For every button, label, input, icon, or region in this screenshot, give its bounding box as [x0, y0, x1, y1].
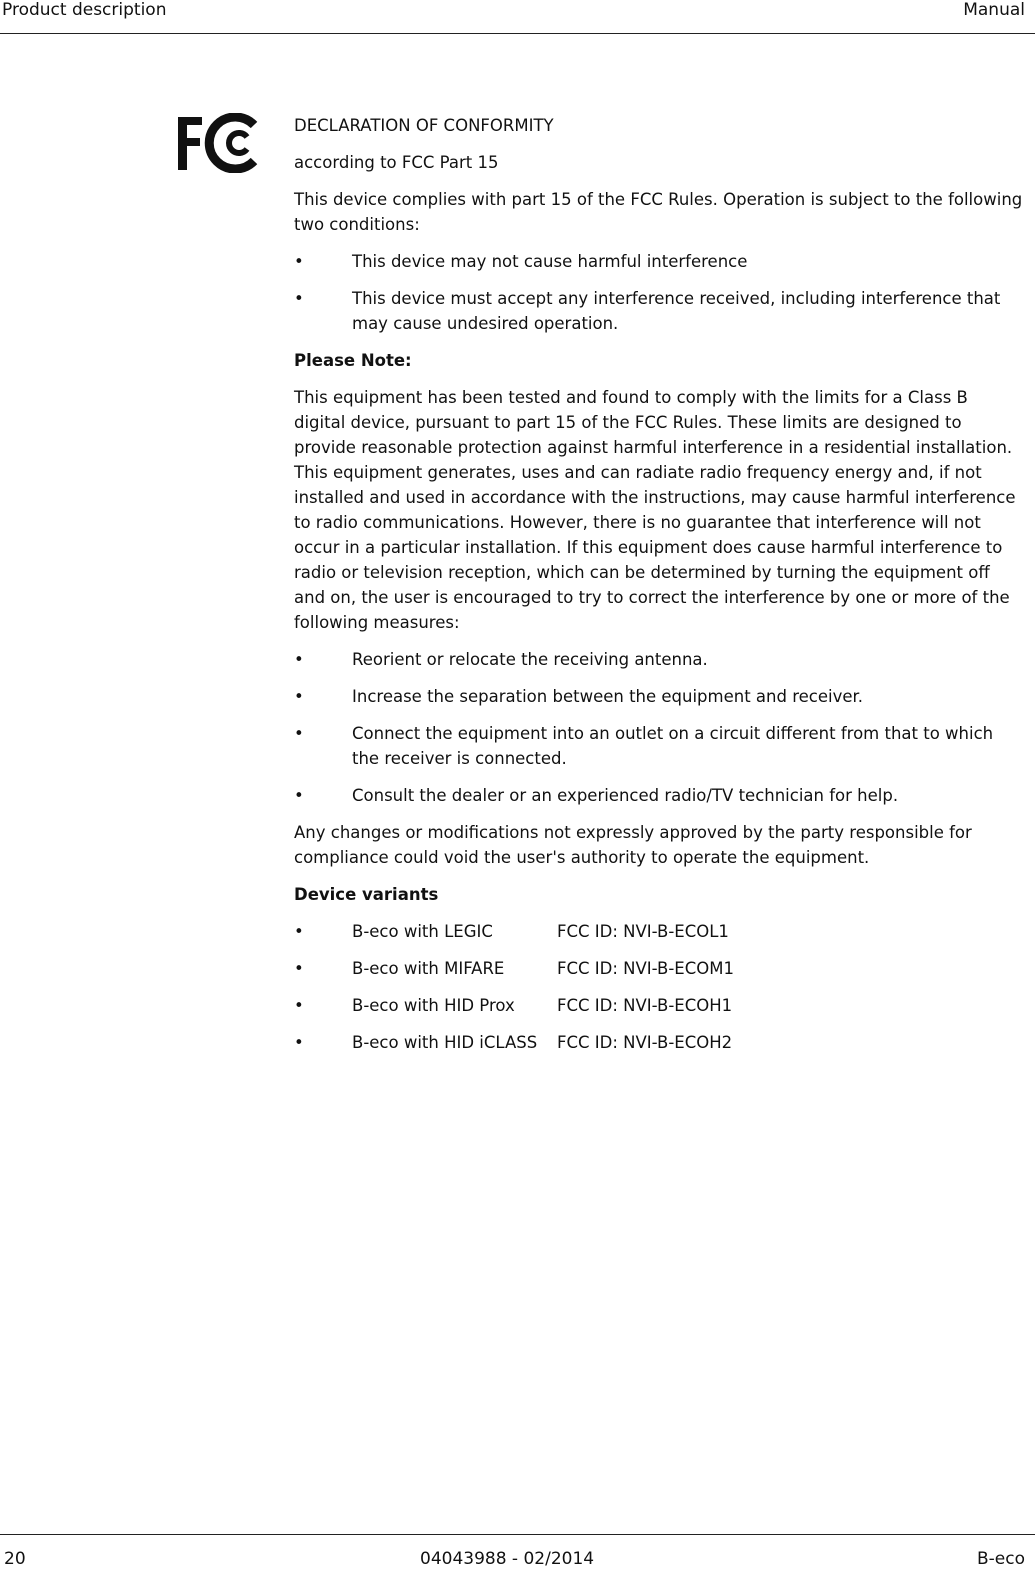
measure-text: Increase the separation between the equipment and receiver.: [352, 687, 864, 706]
fcc-logo-icon: [176, 113, 262, 173]
doc-number: 04043988 - 02/2014: [420, 1549, 595, 1569]
variant-fcc-id: FCC ID: NVI-B-ECOH2: [557, 1033, 733, 1052]
bullet-icon: •: [294, 724, 304, 743]
product-name: B-eco: [976, 1549, 1025, 1569]
page-number: 20: [4, 1549, 26, 1569]
variant-name: B-eco with MIFARE: [352, 959, 505, 978]
bullet-icon: •: [294, 959, 304, 978]
variant-name: B-eco with LEGIC: [352, 922, 493, 941]
variant-item: [294, 919, 1024, 944]
variant-item: [294, 956, 1024, 981]
note-body: This equipment has been tested and found to comply with the limits for a Class B digital device, pursuant to part 15 of the FCC Rules. These limits are designed to provide reasonable protection against harmful interference in a residential installation. This equipment generates, uses and can radiate radio frequency energy and, if not installed and used in accordance with the instructions, may cause harmful interference to radio communications. However, there is no guarantee that interference will not occur in a particular installation. If this equipment does cause harmful interference to radio or television reception, which can be determined by turning the equipment off and on, the user is encouraged to try to correct the interference by one or more of the following measures:: [294, 388, 1016, 632]
condition-text: This device may not cause harmful interference: [352, 252, 748, 271]
declaration-intro: This device complies with part 15 of the FCC Rules. Operation is subject to the following two conditions:: [294, 190, 1023, 234]
condition-text: This device must accept any interference received, including interference that may cause undesired operation.: [352, 289, 1001, 333]
variant-item: [294, 1030, 1024, 1055]
page-footer: [0, 1534, 1035, 1574]
list-item: [294, 249, 1024, 274]
list-item: [294, 783, 1024, 808]
measure-text: Reorient or relocate the receiving antenna.: [352, 650, 708, 669]
list-item: [294, 286, 1024, 336]
declaration-subtitle: according to FCC Part 15: [294, 153, 499, 172]
header-doc-type: Manual: [963, 0, 1025, 20]
bullet-icon: •: [294, 1033, 304, 1052]
variant-fcc-id: FCC ID: NVI-B-ECOH1: [557, 996, 733, 1015]
header-section-title: Product description: [2, 0, 167, 20]
measure-text: Connect the equipment into an outlet on a circuit different from that to which the receiver is connected.: [352, 724, 994, 768]
measure-text: Consult the dealer or an experienced radio/TV technician for help.: [352, 786, 899, 805]
list-item: [294, 647, 1024, 672]
bullet-icon: •: [294, 922, 304, 941]
list-item: [294, 721, 1024, 771]
variant-name: B-eco with HID Prox: [352, 996, 515, 1015]
variant-item: [294, 993, 1024, 1018]
bullet-icon: •: [294, 687, 304, 706]
declaration-title: DECLARATION OF CONFORMITY: [294, 116, 554, 135]
variant-fcc-id: FCC ID: NVI-B-ECOM1: [557, 959, 734, 978]
declaration-content: [294, 113, 1024, 1067]
variant-name: B-eco with HID iCLASS: [352, 1033, 538, 1052]
variants-heading: Device variants: [294, 885, 439, 904]
modification-warning: Any changes or modifications not expressly approved by the party responsible for compliance could void the user's authority to operate the equipment.: [294, 823, 972, 867]
bullet-icon: •: [294, 289, 304, 308]
page-header: [0, 0, 1035, 34]
bullet-icon: •: [294, 650, 304, 669]
note-heading: Please Note:: [294, 351, 412, 370]
bullet-icon: •: [294, 252, 304, 271]
bullet-icon: •: [294, 786, 304, 805]
bullet-icon: •: [294, 996, 304, 1015]
list-item: [294, 684, 1024, 709]
variant-fcc-id: FCC ID: NVI-B-ECOL1: [557, 922, 729, 941]
